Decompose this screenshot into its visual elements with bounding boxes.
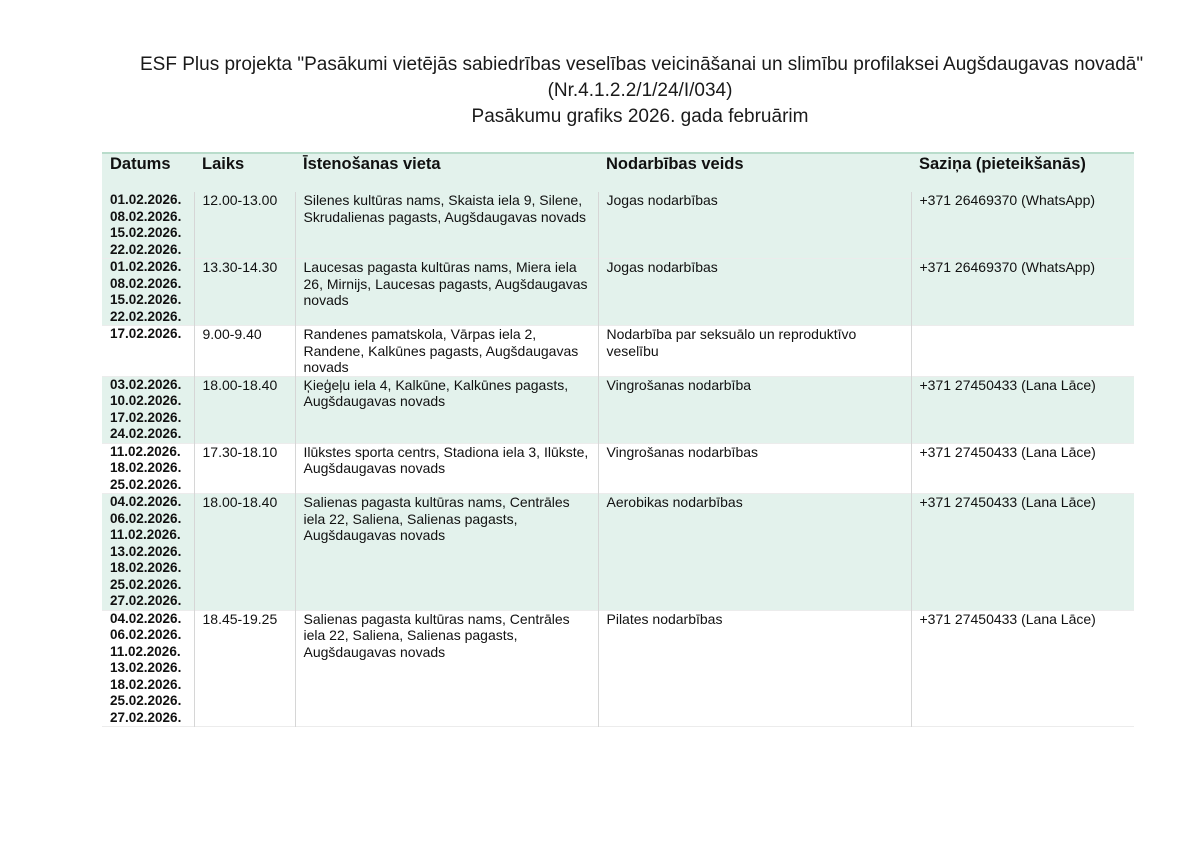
date-value: 11.02.2026. — [110, 643, 181, 659]
date-value: 08.02.2026. — [110, 275, 182, 291]
contact-cell: +371 26469370 (WhatsApp) — [911, 259, 1134, 326]
date-value: 22.02.2026. — [110, 308, 182, 324]
date-cell — [102, 443, 194, 494]
date-value: 06.02.2026. — [110, 510, 182, 526]
table-row — [102, 494, 1134, 611]
date-cell — [102, 610, 194, 727]
schedule-title: Pasākumu grafiks 2026. gada februārim — [471, 106, 809, 127]
time-cell: 18.45-19.25 — [194, 610, 295, 727]
column-header-time: Laiks — [202, 155, 245, 173]
date-value: 04.02.2026. — [110, 610, 182, 626]
document-header — [140, 52, 1144, 130]
table-row — [102, 443, 1134, 494]
date-value: 27.02.2026. — [110, 593, 182, 608]
place-cell: Ilūkstes sporta centrs, Stadiona iela 3, Ilūkste, Augšdaugavas novads — [295, 443, 598, 494]
place-cell: Salienas pagasta kultūras nams, Centrāles iela 22, Saliena, Salienas pagasts, Augšdaugavas novads — [295, 610, 598, 727]
contact-cell: +371 27450433 (Lana Lāce) — [911, 494, 1134, 611]
activity-type-cell: Nodarbība par seksuālo un reproduktīvo veselību — [598, 326, 911, 377]
project-title: ESF Plus projekta "Pasākumi vietējās sabiedrības veselības veicināšanai un slimību profilaksei Augšdaugavas novadā" — [140, 54, 1144, 75]
date-value: 11.02.2026. — [110, 443, 181, 459]
table-row — [102, 192, 1134, 259]
contact-cell: +371 26469370 (WhatsApp) — [911, 192, 1134, 259]
date-cell — [102, 192, 194, 259]
date-value: 18.02.2026. — [110, 676, 182, 692]
place-cell: Silenes kultūras nams, Skaista iela 9, Silene, Skrudalienas pagasts, Augšdaugavas novads — [295, 192, 598, 259]
column-header-type: Nodarbības veids — [606, 155, 744, 173]
date-value: 25.02.2026. — [110, 576, 182, 592]
activity-type-cell: Jogas nodarbības — [598, 192, 911, 259]
place-cell: Ķieģeļu iela 4, Kalkūne, Kalkūnes pagasts, Augšdaugavas novads — [295, 376, 598, 443]
column-header-contact: Saziņa (pieteikšanās) — [919, 155, 1086, 173]
contact-cell — [911, 326, 1134, 377]
date-value: 10.02.2026. — [110, 393, 182, 408]
date-value: 08.02.2026. — [110, 208, 182, 224]
date-value: 17.02.2026. — [110, 326, 182, 341]
date-value: 13.02.2026. — [110, 660, 182, 675]
table-row — [102, 376, 1134, 443]
date-value: 15.02.2026. — [110, 225, 182, 240]
date-value: 15.02.2026. — [110, 292, 182, 307]
date-cell — [102, 259, 194, 326]
project-number: (Nr.4.1.2.2/1/24/I/034) — [547, 80, 733, 101]
place-cell: Salienas pagasta kultūras nams, Centrāles iela 22, Saliena, Salienas pagasts, Augšdaugavas novads — [295, 494, 598, 611]
date-value: 18.02.2026. — [110, 460, 182, 475]
activity-type-cell: Jogas nodarbības — [598, 259, 911, 326]
time-cell: 12.00-13.00 — [194, 192, 295, 259]
activity-type-cell: Vingrošanas nodarbības — [598, 443, 911, 494]
table-row — [102, 610, 1134, 727]
contact-cell: +371 27450433 (Lana Lāce) — [911, 610, 1134, 727]
date-value: 25.02.2026. — [110, 693, 182, 708]
date-value: 01.02.2026. — [110, 192, 182, 207]
date-value: 27.02.2026. — [110, 709, 182, 725]
date-value: 17.02.2026. — [110, 409, 182, 425]
place-cell: Laucesas pagasta kultūras nams, Miera iela 26, Mirnijs, Laucesas pagasts, Augšdaugavas novads — [295, 259, 598, 326]
date-value: 13.02.2026. — [110, 543, 182, 559]
place-cell: Randenes pamatskola, Vārpas iela 2, Randene, Kalkūnes pagasts, Augšdaugavas novads — [295, 326, 598, 377]
time-cell: 9.00-9.40 — [194, 326, 295, 377]
time-cell: 17.30-18.10 — [194, 443, 295, 494]
time-cell: 13.30-14.30 — [194, 259, 295, 326]
table-row — [102, 259, 1134, 326]
contact-cell: +371 27450433 (Lana Lāce) — [911, 376, 1134, 443]
schedule-table — [102, 152, 1134, 727]
column-header-place: Īstenošanas vieta — [303, 155, 441, 173]
date-value: 01.02.2026. — [110, 259, 182, 274]
date-value: 11.02.2026. — [110, 527, 181, 542]
date-cell — [102, 376, 194, 443]
date-value: 04.02.2026. — [110, 494, 182, 509]
activity-type-cell: Aerobikas nodarbības — [598, 494, 911, 611]
date-value: 24.02.2026. — [110, 426, 182, 441]
time-cell: 18.00-18.40 — [194, 376, 295, 443]
column-header-date: Datums — [110, 155, 171, 173]
date-value: 18.02.2026. — [110, 560, 182, 575]
date-cell — [102, 494, 194, 611]
date-value: 03.02.2026. — [110, 376, 182, 392]
activity-type-cell: Vingrošanas nodarbība — [598, 376, 911, 443]
date-value: 22.02.2026. — [110, 241, 182, 257]
table-header-row — [102, 153, 1134, 192]
contact-cell: +371 27450433 (Lana Lāce) — [911, 443, 1134, 494]
table-row — [102, 326, 1134, 377]
activity-type-cell: Pilates nodarbības — [598, 610, 911, 727]
date-value: 06.02.2026. — [110, 627, 182, 642]
date-value: 25.02.2026. — [110, 476, 182, 492]
date-cell — [102, 326, 194, 377]
time-cell: 18.00-18.40 — [194, 494, 295, 611]
